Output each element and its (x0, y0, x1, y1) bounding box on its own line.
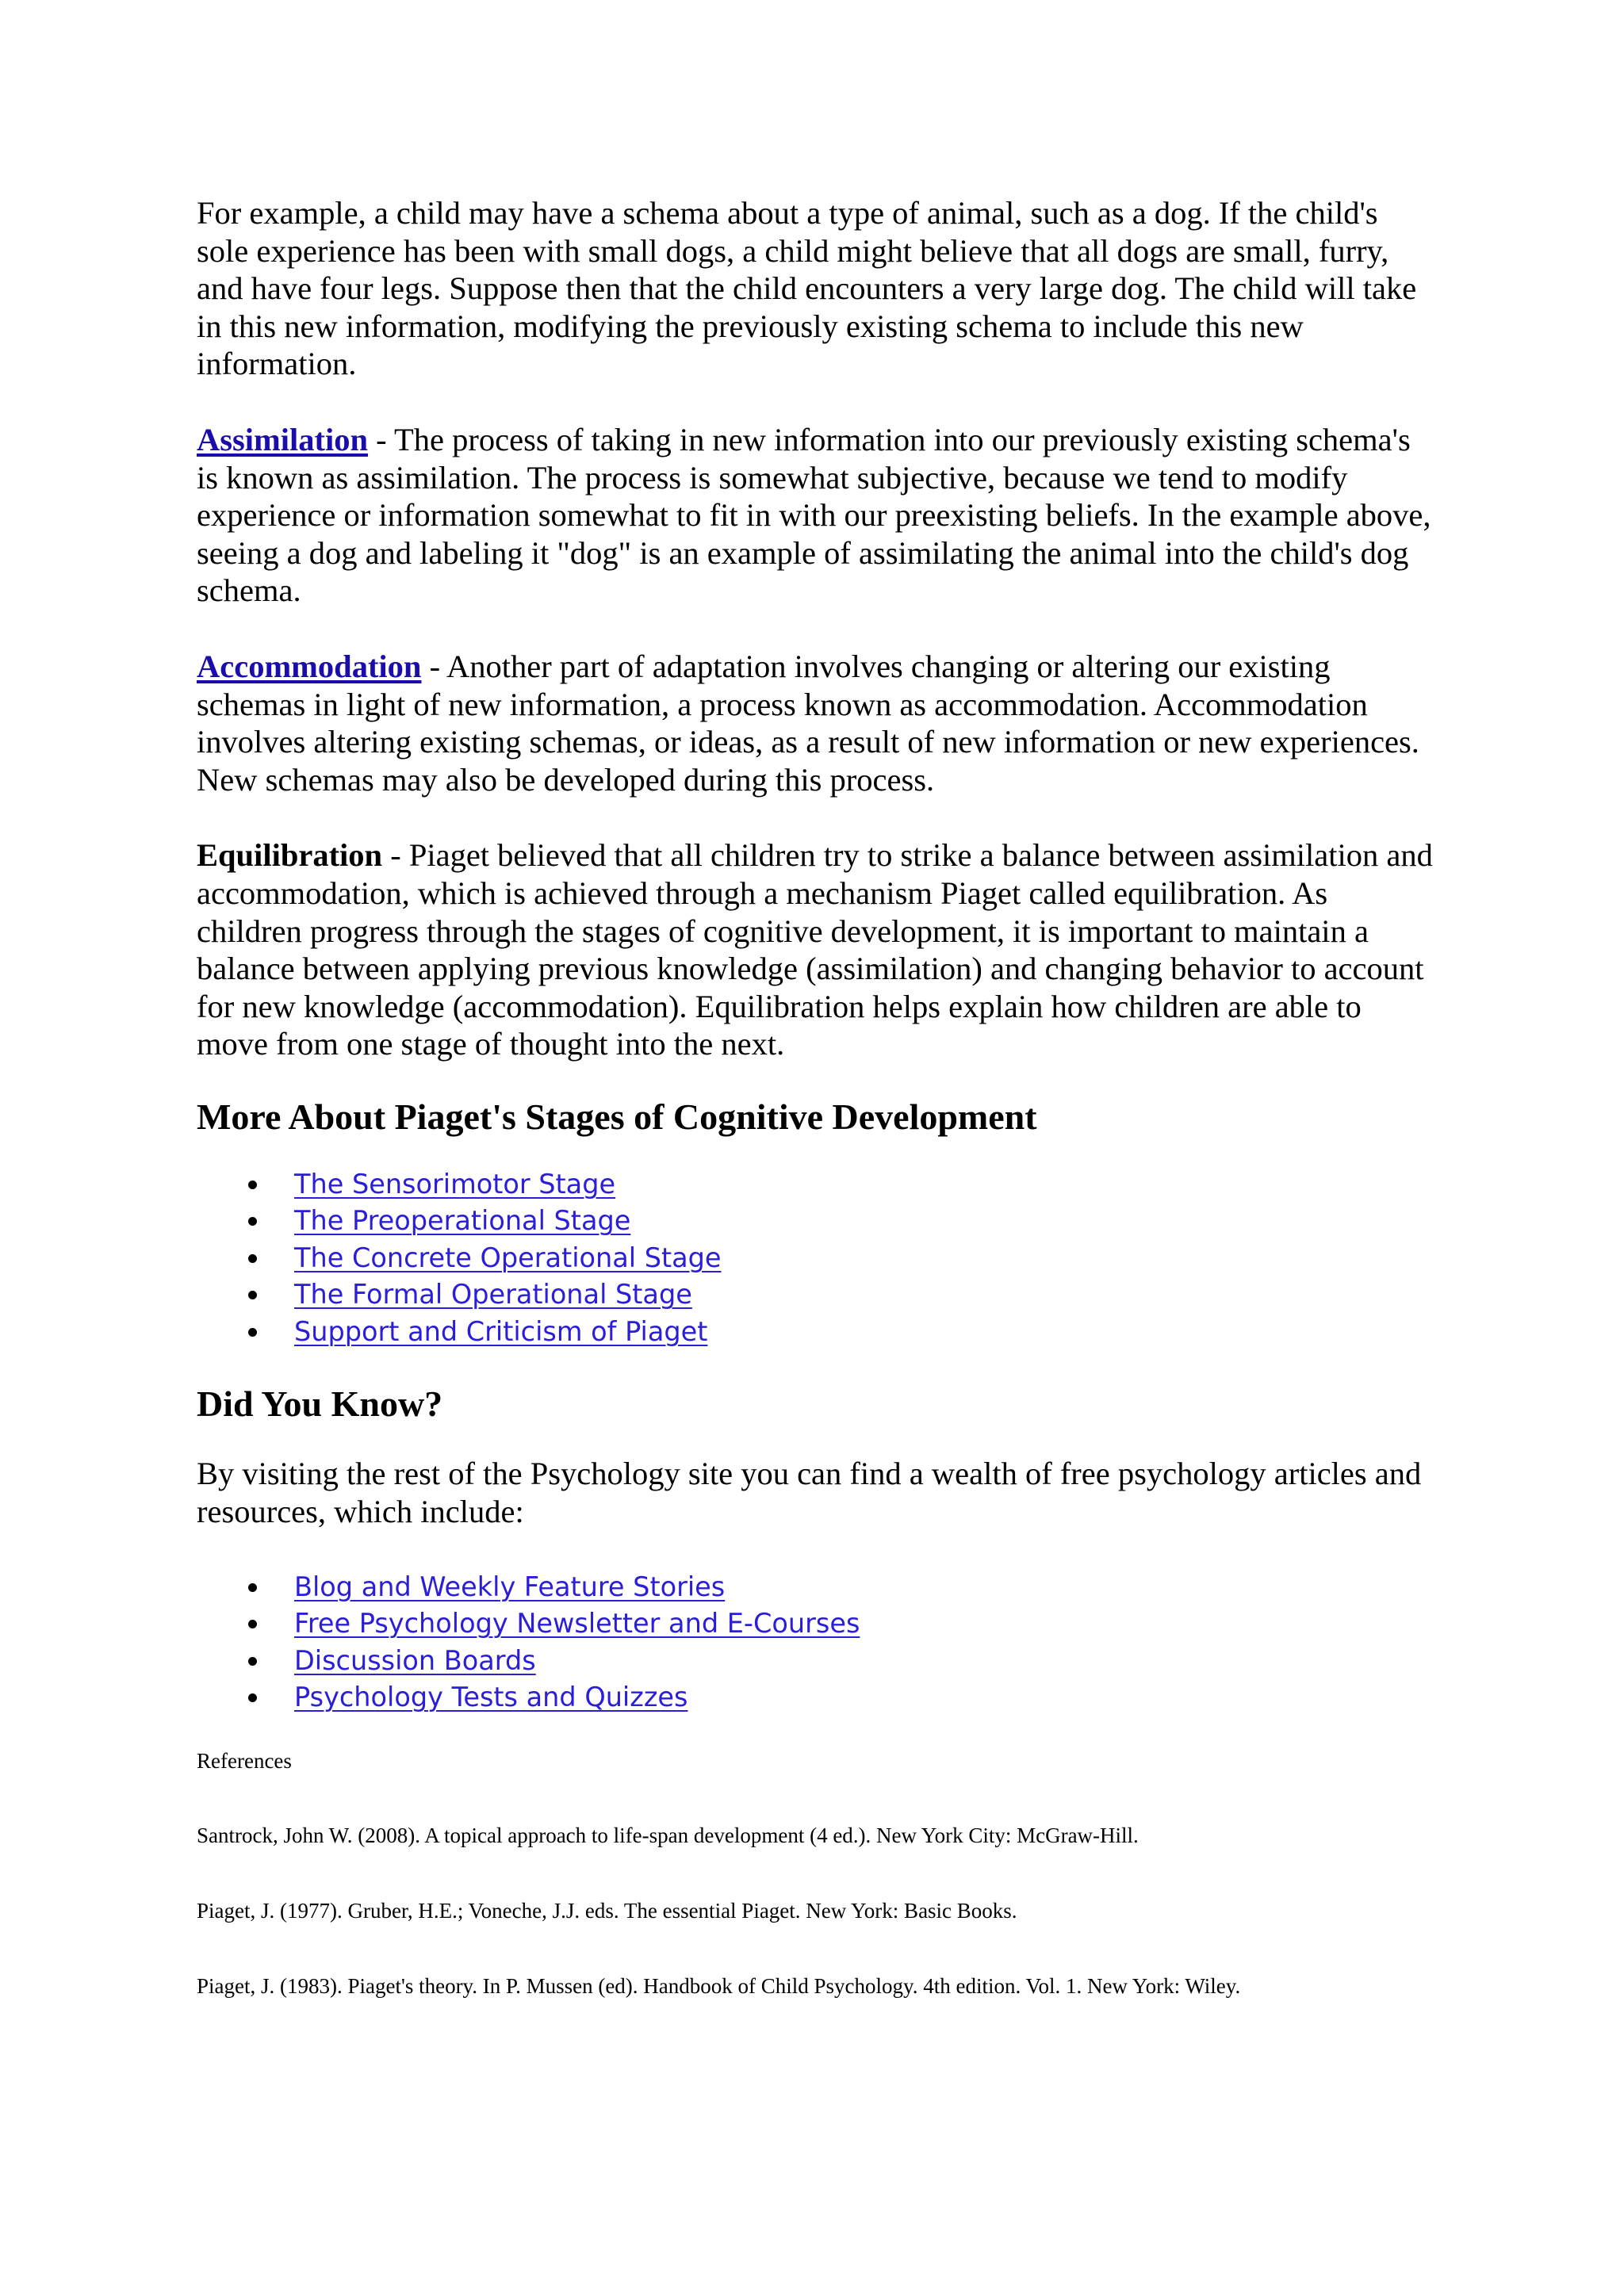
list-item (197, 1679, 1434, 1716)
list-item (197, 1569, 1434, 1606)
bullet-icon (248, 1254, 257, 1263)
list-item (197, 1605, 1434, 1643)
resources-link-list (197, 1569, 1434, 1716)
bullet-icon (248, 1291, 257, 1299)
link-tests-quizzes[interactable]: Psychology Tests and Quizzes (294, 1682, 688, 1713)
equilibration-term: Equilibration (197, 837, 383, 874)
link-formal-operational-stage[interactable]: The Formal Operational Stage (294, 1279, 692, 1311)
link-blog[interactable]: Blog and Weekly Feature Stories (294, 1571, 726, 1602)
reference-item: Santrock, John W. (2008). A topical approach to life-span development (4 ed.). New York City: McGraw-Hill. (197, 1823, 1139, 1847)
did-you-know-intro: By visiting the rest of the Psychology site you can find a wealth of free psychology articles and resources, which include: (197, 1456, 1422, 1529)
reference-item: Piaget, J. (1977). Gruber, H.E.; Voneche, J.J. eds. The essential Piaget. New York: Basic Books. (197, 1898, 1017, 1923)
link-preoperational-stage[interactable]: The Preoperational Stage (294, 1205, 631, 1237)
accommodation-text: - Another part of adaptation involves changing or altering our existing schemas in light of new information, a process known as accommodation. Accommodation involves altering existing schemas, or ideas, as a result of new information or new experiences. New schemas may also be developed during this process. (197, 648, 1419, 798)
accommodation-paragraph (197, 648, 1434, 798)
assimilation-text: - The process of taking in new information into our previously existing schema's is known as assimilation. The process is somewhat subjective, because we tend to modify experience or information somewhat to fit in with our preexisting beliefs. In the example above, seeing a dog and labeling it "dog" is an example of assimilating the animal into the child's dog schema. (197, 421, 1431, 609)
link-support-criticism[interactable]: Support and Criticism of Piaget (294, 1315, 708, 1347)
bullet-icon (248, 1657, 257, 1666)
accommodation-link[interactable]: Accommodation (197, 648, 422, 684)
equilibration-text: - Piaget believed that all children try to strike a balance between assimilation and accommodation, which is achieved through a mechanism Piaget called equilibration. As children progress through the stages of cognitive development, it is important to maintain a balance between applying previous knowledge (assimilation) and changing behavior to account for new knowledge (accommodation). Equilibration helps explain how children are able to move from one stage of thought into the next. (197, 837, 1433, 1062)
list-item (197, 1166, 1434, 1203)
list-item (197, 1643, 1434, 1680)
list-item (197, 1276, 1434, 1314)
assimilation-paragraph (197, 421, 1434, 610)
list-item (197, 1203, 1434, 1240)
assimilation-link[interactable]: Assimilation (197, 421, 369, 457)
link-sensorimotor-stage[interactable]: The Sensorimotor Stage (294, 1168, 616, 1200)
bullet-icon (248, 1328, 257, 1337)
equilibration-paragraph (197, 836, 1434, 1063)
bullet-icon (248, 1181, 257, 1189)
bullet-icon (248, 1583, 257, 1592)
stages-link-list (197, 1166, 1434, 1351)
bullet-icon (248, 1693, 257, 1702)
stages-heading: More About Piaget's Stages of Cognitive Development (197, 1096, 1037, 1137)
did-you-know-heading: Did You Know? (197, 1383, 443, 1425)
link-discussion-boards[interactable]: Discussion Boards (294, 1644, 536, 1676)
list-item (197, 1314, 1434, 1351)
example-paragraph: For example, a child may have a schema about a type of animal, such as a dog. If the child's sole experience has been with small dogs, a child might believe that all dogs are small, furry, and have four legs. Suppose then that the child encounters a very large dog. The child will take in this new information, modifying the previously existing schema to include this new information. (197, 195, 1417, 382)
document-page (197, 194, 1434, 2049)
list-item (197, 1240, 1434, 1277)
bullet-icon (248, 1620, 257, 1628)
link-newsletter[interactable]: Free Psychology Newsletter and E-Courses (294, 1608, 860, 1640)
references-title: References (197, 1748, 292, 1773)
bullet-icon (248, 1217, 257, 1226)
link-concrete-operational-stage[interactable]: The Concrete Operational Stage (294, 1242, 722, 1273)
reference-item: Piaget, J. (1983). Piaget's theory. In P. Mussen (ed). Handbook of Child Psychology. 4th edition. Vol. 1. New York: Wiley. (197, 1973, 1241, 1998)
